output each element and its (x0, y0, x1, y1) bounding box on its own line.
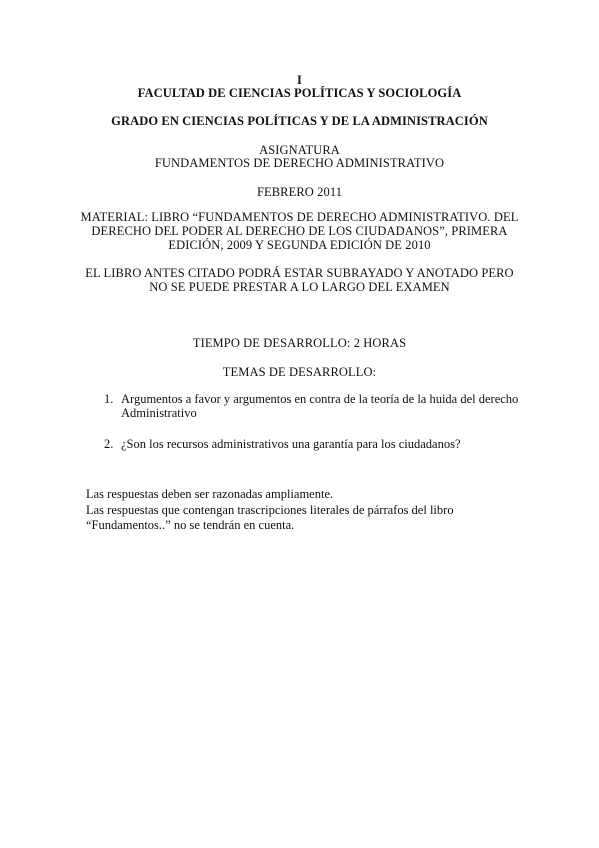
instruction-line: “Fundamentos..” no se tendrán en cuenta. (86, 518, 295, 532)
topic-text: Argumentos a favor y argumentos en contra de la teoría de la huida del derecho Administrativo (121, 392, 519, 420)
topic-item (104, 437, 524, 451)
topics-list (104, 392, 524, 468)
instruction-line: Las respuestas deben ser razonadas ampliamente. (86, 487, 334, 501)
book-notice: EL LIBRO ANTES CITADO PODRÁ ESTAR SUBRAYADO Y ANOTADO PERO NO SE PUEDE PRESTAR A LO LARGO DEL EXAMEN (85, 266, 514, 294)
topic-number: 1. (104, 392, 114, 406)
topic-number: 2. (104, 437, 114, 451)
material-statement: MATERIAL: LIBRO “FUNDAMENTOS DE DERECHO ADMINISTRATIVO. DEL DERECHO DEL PODER AL DERECHO DE LOS CIUDADANOS”, PRIMERA EDICIÓN, 2009 Y SEGUNDA EDICIÓN DE 2010 (80, 210, 519, 252)
instruction-line: Las respuestas que contengan trascripciones literales de párrafos del libro (86, 502, 454, 517)
subject-label: ASIGNATURA (259, 143, 340, 157)
exam-date: FEBRERO 2011 (256, 185, 343, 199)
topics-heading: TEMAS DE DESARROLLO: (222, 365, 377, 379)
faculty-heading: FACULTAD DE CIENCIAS POLÍTICAS Y SOCIOLOGÍA (137, 86, 462, 100)
exam-duration: TIEMPO DE DESARROLLO: 2 HORAS (192, 336, 407, 350)
subject-name: FUNDAMENTOS DE DERECHO ADMINISTRATIVO (154, 156, 445, 170)
answer-instructions (86, 487, 506, 534)
degree-heading: GRADO EN CIENCIAS POLÍTICAS Y DE LA ADMINISTRACIÓN (111, 114, 488, 128)
topic-text: ¿Son los recursos administrativos una garantía para los ciudadanos? (121, 437, 461, 451)
topic-item (104, 392, 524, 420)
page-number: I (297, 73, 302, 87)
